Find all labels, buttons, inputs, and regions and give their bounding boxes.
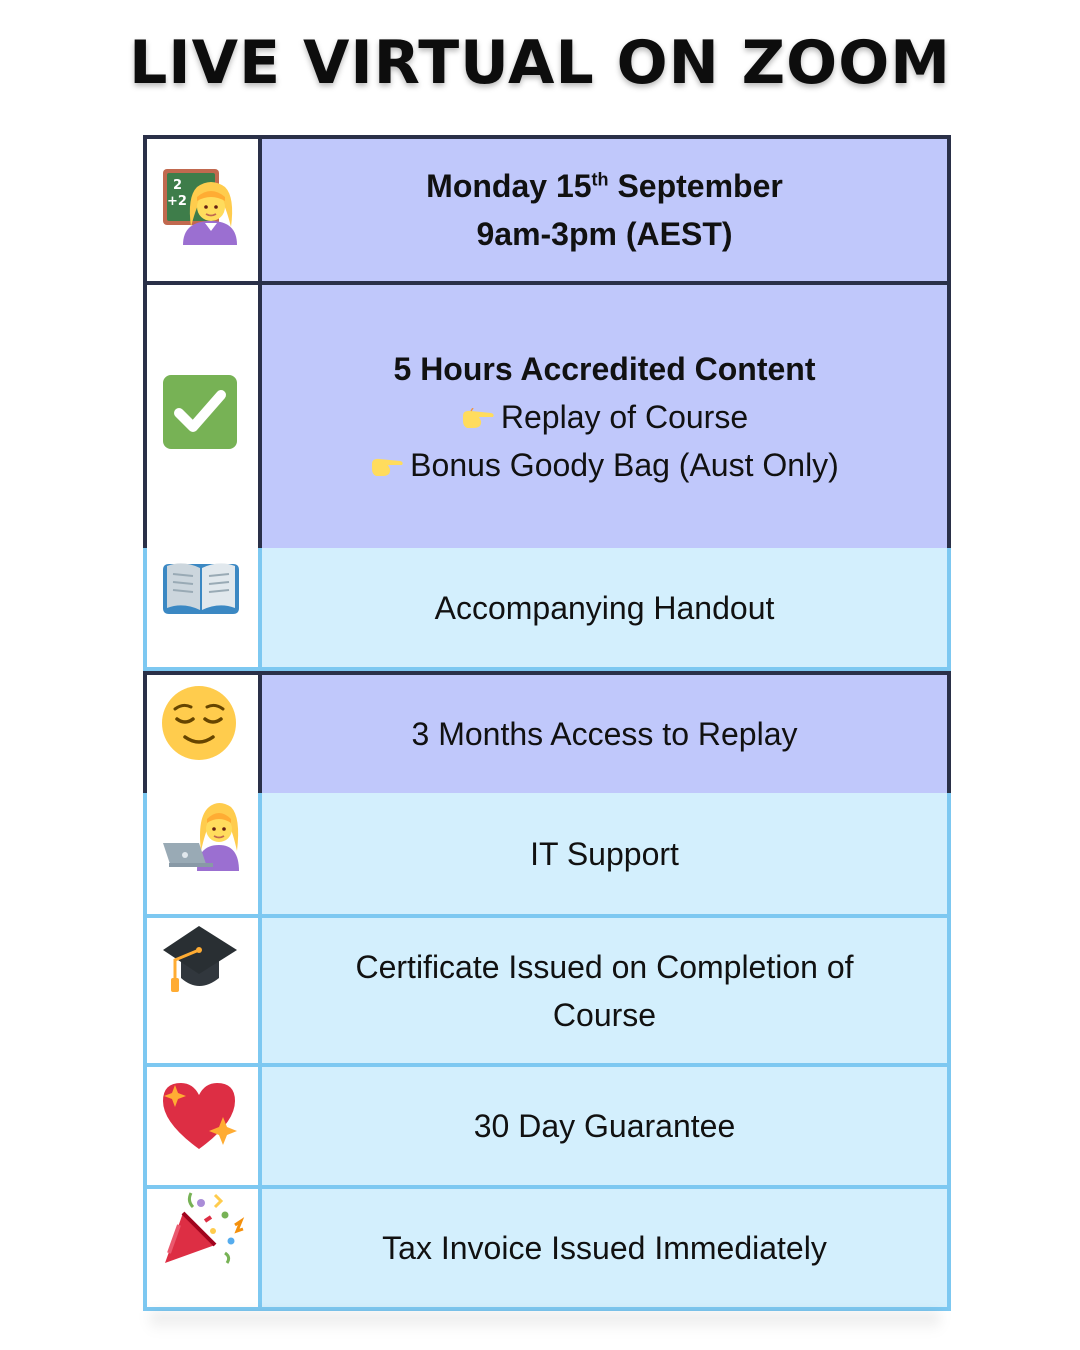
- table-row-guarantee: [143, 1067, 951, 1189]
- icon-cell: [143, 548, 258, 671]
- date-month: September: [608, 168, 783, 204]
- table-row-it-support: [143, 793, 951, 918]
- access-text: 3 Months Access to Replay: [411, 716, 798, 752]
- table-row-content: [143, 281, 951, 552]
- date-cell: [258, 135, 951, 285]
- open-book-icon: [161, 560, 241, 620]
- icon-cell: [143, 918, 258, 1067]
- icon-cell: [143, 793, 258, 918]
- access-cell: [258, 671, 951, 797]
- guarantee-cell: [258, 1067, 951, 1189]
- handout-text: Accompanying Handout: [434, 589, 775, 626]
- relieved-face-icon: [161, 685, 237, 761]
- sparkling-heart-icon: [161, 1077, 241, 1153]
- graduation-cap-icon: [161, 920, 239, 998]
- pointing-right-icon: [370, 456, 404, 478]
- icon-cell: [143, 135, 258, 285]
- bullet-replay-text: Replay of Course: [500, 398, 749, 435]
- date-line: [426, 162, 783, 210]
- icon-cell: [143, 1067, 258, 1189]
- technologist-icon: [161, 793, 241, 871]
- svg-text:2: 2: [173, 178, 183, 193]
- content-heading: 5 Hours Accredited Content: [393, 350, 816, 387]
- table-row-handout: [143, 548, 951, 671]
- svg-text:+2: +2: [167, 194, 187, 209]
- tax-invoice-cell: [258, 1189, 951, 1311]
- icon-cell: [143, 671, 258, 797]
- table-row-certificate: [143, 918, 951, 1067]
- certificate-text: Certificate Issued on Completion of Course: [355, 948, 854, 1033]
- guarantee-text: 30 Day Guarantee: [473, 1108, 736, 1144]
- check-mark-icon: [161, 373, 239, 451]
- icon-cell: [143, 1189, 258, 1311]
- handout-cell: [258, 548, 951, 671]
- it-support-text: IT Support: [530, 835, 679, 872]
- bullet-goody-bag: [370, 441, 839, 489]
- it-support-cell: [258, 793, 951, 918]
- time-line: 9am-3pm (AEST): [476, 216, 733, 252]
- date-day: Monday 15: [426, 168, 592, 204]
- certificate-cell: [258, 918, 951, 1067]
- teacher-icon: [161, 167, 241, 247]
- bullet-replay: [461, 393, 748, 441]
- party-popper-icon: [161, 1191, 245, 1267]
- table-row-tax-invoice: [143, 1189, 951, 1311]
- table-row-access: [143, 671, 951, 797]
- icon-cell: [143, 281, 258, 552]
- date-suffix: th: [591, 169, 609, 190]
- pointing-right-icon: [461, 408, 495, 430]
- content-cell: [258, 281, 951, 552]
- table-shadow: [150, 1312, 940, 1332]
- bullet-goody-bag-text: Bonus Goody Bag (Aust Only): [410, 446, 839, 483]
- table-row-date: [143, 135, 951, 285]
- page-title: LIVE VIRTUAL ON ZOOM: [129, 28, 951, 98]
- tax-invoice-text: Tax Invoice Issued Immediately: [382, 1230, 827, 1266]
